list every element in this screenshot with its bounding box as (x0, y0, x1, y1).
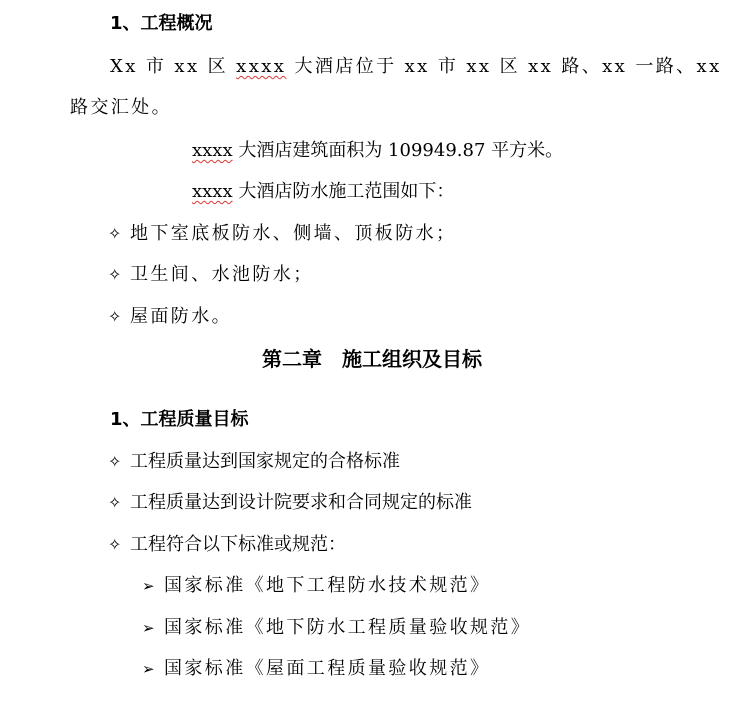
list-item (108, 533, 346, 557)
diamond-bullet-icon: ✧ (108, 224, 124, 243)
para1-prefix: Xx 市 xx 区 (110, 56, 237, 77)
list-item-text: 工程符合以下标准或规范： (130, 534, 346, 555)
section-heading-quality: 1、工程质量目标 (110, 409, 249, 430)
standard-text: 国家标准《屋面工程质量验收规范》 (164, 658, 491, 679)
paragraph-location (110, 55, 722, 79)
list-item (108, 263, 314, 287)
para2-rest: 大酒店建筑面积为 109949.87 平方米。 (232, 140, 564, 161)
standard-item (142, 657, 490, 681)
diamond-bullet-icon: ✧ (108, 535, 122, 554)
arrow-bullet-icon: ➢ (142, 619, 157, 637)
spellcheck-word: xxxx (192, 140, 233, 161)
paragraph-location-cont: 路交汇处。 (70, 97, 172, 118)
list-item (108, 222, 456, 246)
para1-rest: 大酒店位于 xx 市 xx 区 xx 路、xx 一路、xx (286, 56, 722, 77)
diamond-bullet-icon: ✧ (108, 265, 124, 284)
section-heading-overview: 1、工程概况 (110, 13, 213, 34)
spellcheck-word: xxxx (192, 181, 233, 202)
chapter-title: 第二章 施工组织及目标 (262, 347, 482, 371)
para3-rest: 大酒店防水施工范围如下： (232, 181, 455, 202)
diamond-bullet-icon: ✧ (108, 493, 122, 512)
list-item-text: 工程质量达到国家规定的合格标准 (130, 451, 400, 472)
standard-item (142, 616, 531, 640)
list-item-text: 卫生间、水池防水； (130, 264, 314, 285)
list-item-text: 屋面防水。 (130, 306, 232, 327)
standard-text: 国家标准《地下工程防水技术规范》 (164, 575, 491, 596)
list-item (108, 450, 400, 474)
arrow-bullet-icon: ➢ (142, 577, 157, 595)
arrow-bullet-icon: ➢ (142, 660, 157, 678)
standard-text: 国家标准《地下防水工程质量验收规范》 (164, 617, 532, 638)
diamond-bullet-icon: ✧ (108, 452, 122, 471)
list-item-text: 工程质量达到设计院要求和合同规定的标准 (130, 492, 472, 513)
diamond-bullet-icon: ✧ (108, 307, 124, 326)
paragraph-area (192, 139, 563, 163)
list-item-text: 地下室底板防水、侧墙、顶板防水； (130, 223, 457, 244)
list-item (108, 305, 232, 329)
list-item (108, 491, 472, 515)
spellcheck-word: xxxx (236, 56, 287, 77)
paragraph-scope (192, 180, 454, 204)
standard-item (142, 574, 490, 598)
